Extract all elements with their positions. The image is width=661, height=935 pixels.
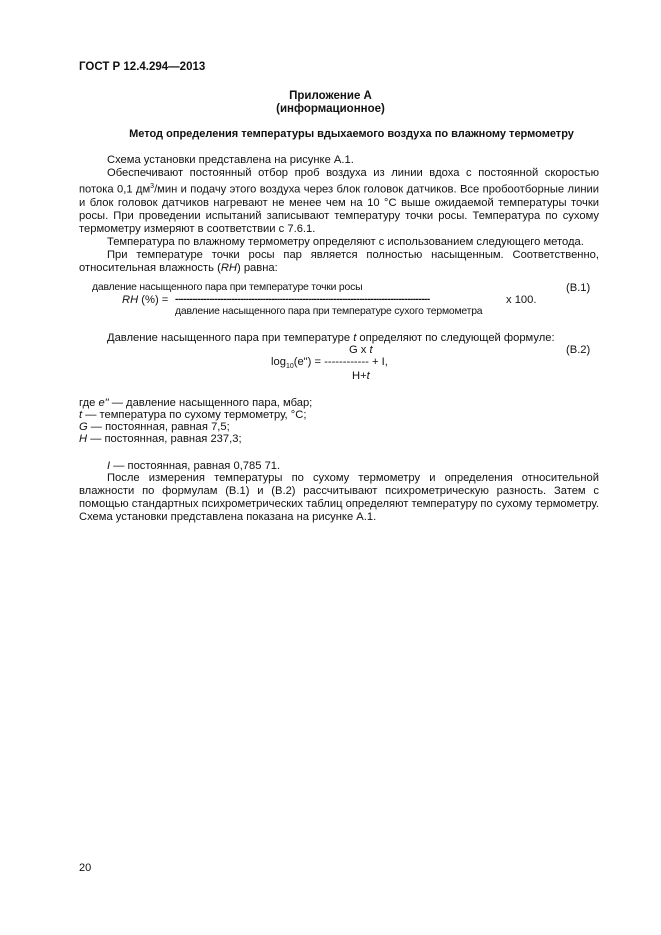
formula-b2-num-var: t <box>369 344 373 356</box>
definition-e <box>79 397 312 409</box>
definition-text: — постоянная, равная 237,3; <box>87 433 242 445</box>
intro-p2-end: /мин и подачу этого воздуха через блок головок датчиков. Все пробоотборные линии и блок головок датчиков нагревают не менее чем на 10 °С выше ожидаемой температуры точки росы. При проведении испытаний записывают температуру точки росы. Температура по сухому термометру измеряют в соответствии с 7.6.1. <box>79 183 599 236</box>
intro-paragraph-1: Схема установки представлена на рисунке А.1. <box>107 154 354 166</box>
intro-paragraph-4 <box>79 249 599 275</box>
definition-text: — температура по сухому термометру, °С; <box>82 409 307 421</box>
intro-p4-start: При температуре точки росы пар является полностью насыщенным. Соответственно, относительная влажность ( <box>79 249 599 275</box>
formula-intro-end: определяют по следующей формуле: <box>356 332 555 344</box>
formula-b1-lhs: (%) = <box>138 294 169 306</box>
formula-b1-denominator: давление насыщенного пара при температуре сухого термометра <box>175 306 483 317</box>
definition-symbol: H <box>79 433 88 445</box>
formula-b2-label: (B.2) <box>566 344 591 356</box>
standard-header: ГОСТ Р 12.4.294—2013 <box>79 61 206 73</box>
rh-symbol: RH <box>220 262 237 275</box>
definition-prefix: где <box>79 397 99 409</box>
intro-p2-start: Обеспечивают постоянный отбор проб воздуха из линии вдоха с постоянной скоростью потока 0,1 дм <box>79 167 599 196</box>
intro-paragraph-2 <box>79 167 599 236</box>
appendix-subtitle: (информационное) <box>276 103 385 115</box>
formula-b2-intro <box>107 332 555 344</box>
definition-g <box>79 421 230 433</box>
unit-superscript: 3 <box>150 183 155 191</box>
formula-b2-log-base: 10 <box>285 363 294 371</box>
closing-paragraph: После измерения температуры по сухому термометру и определения относительной влажности по формулам (В.1) и (В.2) рассчитывают психрометрическую разность. Затем с помощью стандартных психрометрических таблиц определяют температуру по сухому термометру. Схема установки представлена показана на рисунке А.1. <box>79 472 599 524</box>
definition-text: — давление насыщенного пара, мбар; <box>108 397 313 409</box>
definition-h <box>79 433 242 445</box>
formula-b2-rest: (e") = ------------ + I, <box>293 356 388 368</box>
formula-b2-denominator <box>352 370 370 382</box>
definition-symbol: е" <box>98 397 109 409</box>
formula-b1-label: (B.1) <box>566 282 591 294</box>
formula-b2-num-text: G х <box>349 344 370 356</box>
definition-symbol: t <box>79 409 83 421</box>
formula-b1-multiplier: х 100. <box>506 294 537 306</box>
intro-paragraph-3: Температура по влажному термометру определяют с использованием следующего метода. <box>107 236 584 249</box>
appendix-title: Приложение А <box>289 90 372 102</box>
formula-intro-var: t <box>353 332 357 344</box>
definition-t <box>79 409 306 421</box>
definition-text: — постоянная, равная 7,5; <box>87 421 230 433</box>
definition-text: — постоянная, равная 0,785 71. <box>110 460 281 472</box>
formula-b2-den-text: H+ <box>352 370 367 382</box>
page-number: 20 <box>79 862 92 874</box>
formula-b2-log: log <box>271 356 286 368</box>
definition-symbol: I <box>107 460 111 472</box>
intro-text <box>79 154 599 276</box>
method-title: Метод определения температуры вдыхаемого воздуха по влажному термометру <box>129 128 574 140</box>
formula-b2-line <box>271 356 388 370</box>
formula-intro-start: Давление насыщенного пара при температуре <box>107 332 354 344</box>
formula-b2-numerator <box>349 344 373 356</box>
definition-symbol: G <box>79 421 88 433</box>
intro-p4-end: ) равна: <box>237 262 278 275</box>
formula-b1-fraction-bar: ------------------------------------------------------------------------------------------ <box>175 294 430 305</box>
closing-text <box>79 472 599 524</box>
formula-b1-numerator: давление насыщенного пара при температуре точки росы <box>92 282 363 293</box>
formula-b2-den-var: t <box>366 370 370 382</box>
definition-i <box>107 460 280 472</box>
formula-b1-rh: RH <box>122 294 139 306</box>
formula-b1-line <box>122 294 168 306</box>
